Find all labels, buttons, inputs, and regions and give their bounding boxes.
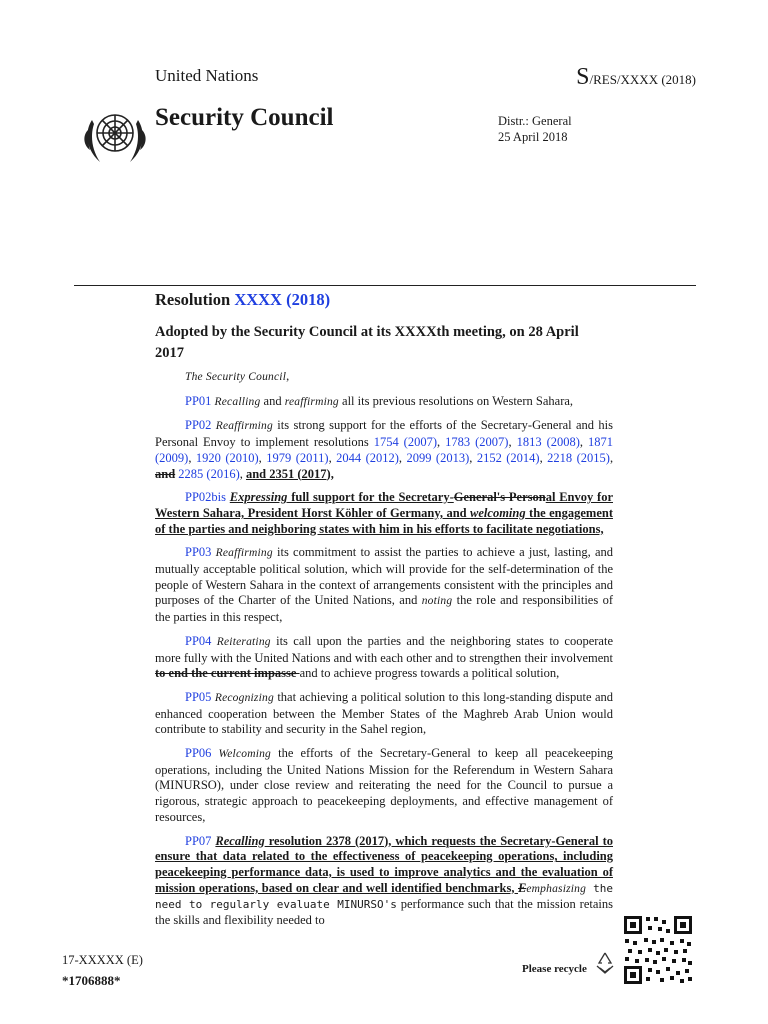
adoption-line: Adopted by the Security Council at its XXXXth meeting, on 28 April 2017 bbox=[155, 324, 579, 361]
un-emblem-icon bbox=[78, 100, 152, 174]
header-rule bbox=[74, 285, 696, 286]
deleted-text: E bbox=[518, 880, 527, 895]
resolution-link[interactable]: 2218 (2015) bbox=[547, 450, 610, 465]
resolution-link[interactable]: 1871 (2009) bbox=[155, 435, 614, 465]
paragraph-pp05: PP05 Recognizing that achieving a political solution to this long-standing dispute and enhanced cooperation between the Member States of the Maghreb Arab Union would contribute to stability and security in the Sahel region, bbox=[155, 689, 614, 737]
deleted-text: General's Person bbox=[453, 490, 546, 505]
distribution-block bbox=[498, 113, 572, 145]
paragraph-pp06: PP06 Welcoming the efforts of the Secretary-General to keep all peacekeeping operations, including the United Nations Mission for the Referendum in Western Sahara (MINURSO), under close review and reiterating the need for the Council to pursue a rigorous, strategic approach to peacekeeping deployments, and effective management of resources, bbox=[155, 746, 614, 824]
paragraph-pp07: PP07 Recalling resolution 2378 (2017), which requests the Secretary-General to ensure that data related to the effectiveness of peacekeeping operations, including peacekeeping performance data, is used to improve analytics and the evaluation of mission operations, based on clear and well identified benchmarks, Eemphasizing the need to regularly evaluate MINURSO's performance such that the mission retains the skills and flexibility needed to bbox=[155, 833, 613, 928]
paragraph-pp02bis: PP02bis Expressing full support for the Secretary-General's Personal Envoy for Western Sahara, President Horst Köhler of Germany, and welcoming the engagement of the parties and neighboring states with him in his efforts to facilitate negotiations, bbox=[155, 490, 613, 536]
resolution-body bbox=[155, 369, 613, 937]
resolution-link[interactable]: 1754 (2007) bbox=[373, 435, 438, 450]
resolution-link[interactable]: 2044 (2012) bbox=[336, 450, 399, 465]
paragraph-pp04: PP04 Reiterating its call upon the parties and the neighboring states to cooperate more fully with the United Nations and with each other and to strengthen their involvement to end the current impasse and to achieve progress towards a political solution, bbox=[155, 633, 613, 681]
preamble-intro: The Security Council, bbox=[185, 369, 290, 383]
deleted-text: to end the current impasse bbox=[155, 666, 300, 681]
document-number: 17-XXXXX (E) bbox=[62, 953, 143, 967]
document-symbol bbox=[576, 64, 696, 91]
resolution-number: XXXX (2018) bbox=[234, 290, 331, 309]
resolution-link[interactable]: 2152 (2014) bbox=[476, 450, 540, 465]
resolution-link[interactable]: 2285 (2016) bbox=[178, 466, 240, 481]
symbol-s: S bbox=[576, 64, 590, 90]
paragraph-pp01: PP01 Recalling and reaffirming all its previous resolutions on Western Sahara, bbox=[185, 393, 574, 408]
resolution-link[interactable]: 1920 (2010) bbox=[195, 450, 259, 465]
recycle-label: Please recycle bbox=[522, 963, 587, 975]
resolution-label: Resolution bbox=[155, 290, 235, 309]
paragraph-pp03: PP03 Reaffirming its commitment to assist the parties to achieve a just, lasting, and mutually acceptable political solution, which will provide for the self-determination of the people of Western Sahara in the context of arrangements consistent with the principles and purposes of the Charter of the United Nations, and noting the role and responsibilities of the parties in this respect, bbox=[155, 545, 613, 625]
council-title: Security Council bbox=[155, 104, 334, 131]
symbol-rest: /RES/XXXX (2018) bbox=[589, 72, 696, 87]
deleted-text: and bbox=[155, 466, 176, 481]
resolution-title bbox=[155, 290, 330, 310]
organization-name: United Nations bbox=[155, 66, 259, 85]
inserted-text: and 2351 (2017), bbox=[245, 466, 334, 481]
resolution-link[interactable]: 1813 (2008) bbox=[516, 435, 580, 450]
qr-code-icon bbox=[622, 914, 694, 986]
resolution-link[interactable]: 1783 (2007) bbox=[445, 435, 509, 450]
resolution-link[interactable]: 2099 (2013) bbox=[406, 450, 470, 465]
barcode-text: *1706888* bbox=[62, 973, 121, 988]
paragraph-pp02: PP02 Reaffirming its strong support for the efforts of the Secretary-General and his Personal Envoy to implement resolutions 1754 (2007), 1783 (2007), 1813 (2008), 1871 (2009), 1920 (2010), 1979 (2011), 2044 (2012), 2099 (2013), 2152 (2014), 2218 (2015), and 2285 (2016), and 2351 (2017), bbox=[155, 418, 614, 481]
resolution-link[interactable]: 1979 (2011) bbox=[266, 450, 329, 465]
issue-date: 25 April 2018 bbox=[498, 130, 568, 144]
distribution: Distr.: General bbox=[498, 114, 572, 128]
recycle-icon bbox=[592, 950, 618, 976]
